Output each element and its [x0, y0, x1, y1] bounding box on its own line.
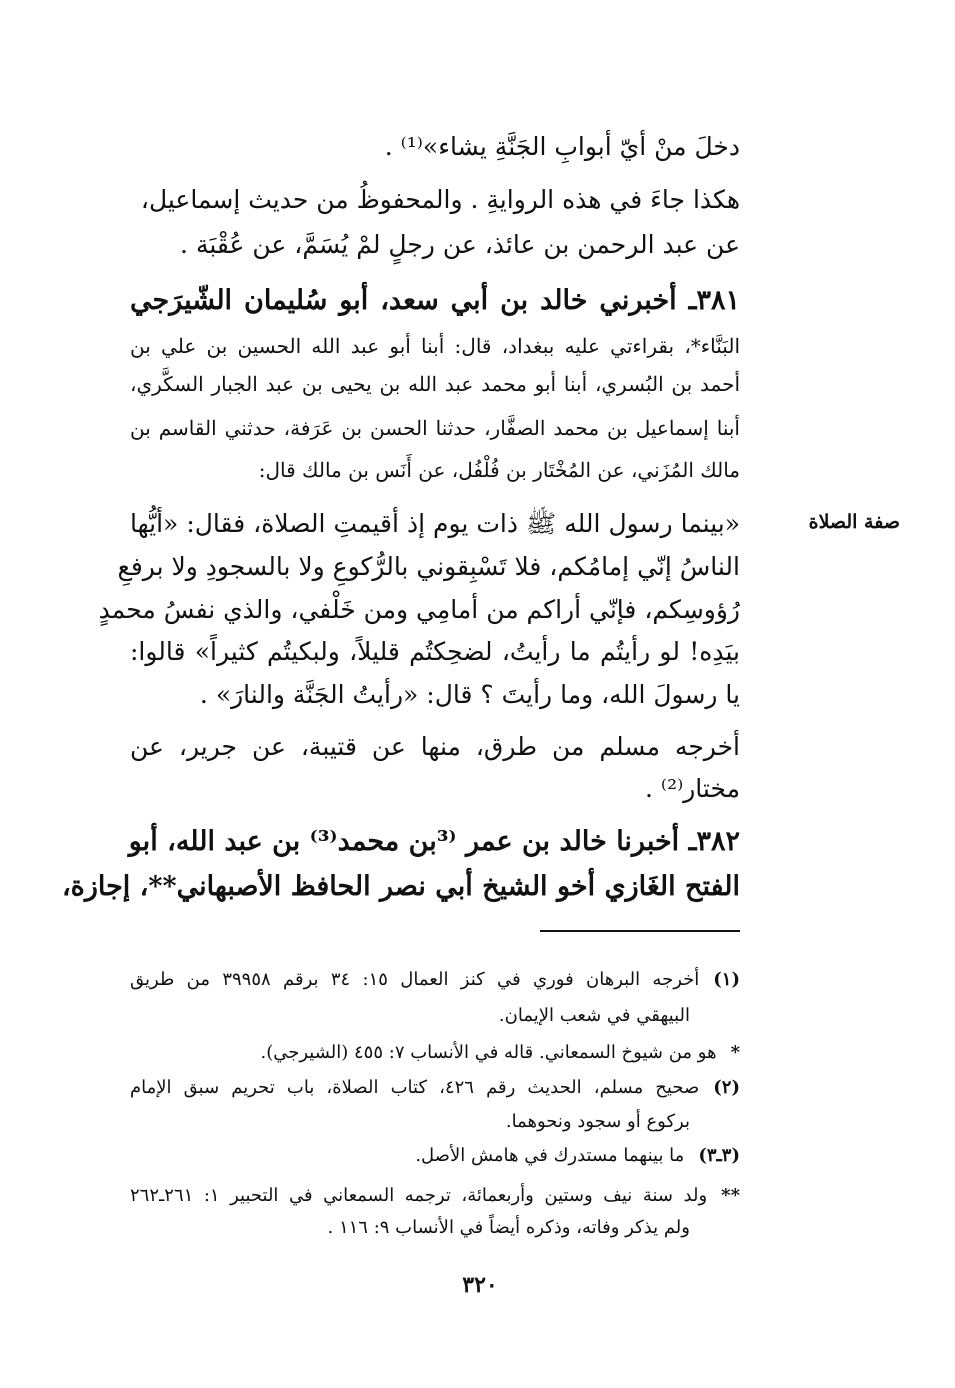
footnote-line [130, 1001, 690, 1031]
text-line-15: مختار⁽²⁾ . [645, 774, 740, 803]
footnote-text: بركوع أو سجود ونحوهما. [505, 1111, 690, 1132]
footnote-text: صحيح مسلم، الحديث رقم ٤٢٦، كتاب الصلاة، باب تحريم سبق الإمام [130, 1077, 700, 1098]
text-line-1: دخلَ منْ أيّ أبوابِ الجَنَّةِ يشاء»⁽¹⁾ . [384, 132, 740, 161]
text-line-12: بيَدِه! لو رأيتُم ما رأيتُ، لضحِكتُم قليلاً، ولبكيتُم كثيراً» قالوا: [130, 637, 740, 666]
footnote-mark: (٢) [713, 1077, 740, 1098]
footnote-line [130, 1073, 740, 1103]
text-line-3: عن عبد الرحمن بن عائذ، عن رجلٍ لمْ يُسَمَّ، عن عُقْبَة . [180, 230, 740, 259]
footnote-line [130, 1181, 740, 1211]
text-line-6: أحمد بن البُسري، أبنا أبو محمد عبد الله بن يحيى بن عبد الجبار السكَّري، [130, 372, 740, 396]
text-line-7: أبنا إسماعيل بن محمد الصفَّار، حدثنا الحسن بن عَرَفة، حدثني القاسم بن [130, 416, 740, 440]
text-line-2: هكذا جاءَ في هذه الروايةِ . والمحفوظُ من حديث إسماعيل، [140, 185, 740, 214]
hadith-382-heading: ٣٨٢ـ أخبرنا خالد بن عمر ⁽³بن محمد⁽³⁾ بن عبد الله، أبو [128, 826, 740, 857]
footnote-text: ولد سنة نيف وستين وأربعمائة، ترجمه السمعاني في التحبير ١: ٢٦١ـ٢٦٢ [130, 1185, 708, 1206]
footnote-text: ما بينهما مستدرك في هامش الأصل. [415, 1145, 685, 1166]
page-number: ٣٢٠ [462, 1272, 498, 1298]
footnote-divider [540, 930, 740, 932]
footnote-text: أخرجه البرهان فوري في كنز العمال ١٥: ٣٤ برقم ٣٩٩٥٨ من طريق [130, 969, 700, 990]
footnote-line [130, 1141, 740, 1171]
text-line-10: الناسُ إنّي إمامُكم، فلا تَسْبِقوني بالرُّكوعِ ولا بالسجودِ ولا برفعِ [117, 552, 740, 581]
footnote-text: ولم يذكر وفاته، وذكره أيضاً في الأنساب ٩: ١١٦ . [327, 1217, 690, 1238]
footnote-mark: (٣ـ٣) [698, 1145, 740, 1166]
footnote-line [130, 1038, 740, 1068]
footnote-mark: ** [721, 1185, 740, 1206]
text-line-9: «بينما رسول الله ﷺ ذات يوم إذ أقيمتِ الصلاة، فقال: «أيُّها [130, 509, 740, 538]
text-line-14: أخرجه مسلم من طرق، منها عن قتيبة، عن جرير، عن [130, 732, 740, 761]
footnote-mark: * [730, 1042, 740, 1063]
footnote-mark: (١) [713, 969, 740, 990]
hadith-381-heading: ٣٨١ـ أخبرني خالد بن أبي سعد، أبو سُليمان الشّيرَجي [130, 285, 740, 316]
text-line-8: مالك المُزَني، عن المُخْتَار بن فُلْفُل، عن أَنَس بن مالك قال: [258, 458, 740, 482]
footnote-line [130, 1107, 690, 1137]
text-line-5: البَنَّاء*، بقراءتي عليه ببغداد، قال: أبنا أبو عبد الله الحسين بن علي بن [130, 334, 740, 358]
text-line-17: الفتح الغَازي أخو الشيخ أبي نصر الحافظ الأصبهاني**، إجازة، [61, 871, 740, 902]
footnote-text: البيهقي في شعب الإيمان. [498, 1005, 690, 1026]
footnote-text: هو من شيوخ السمعاني. قاله في الأنساب ٧: ٤٥٥ (الشيرجي). [260, 1042, 717, 1063]
text-line-11: رُؤوسِكم، فإنّي أراكم من أمامِي ومن خَلْفي، والذي نفسُ محمدٍ [98, 595, 740, 624]
footnote-line [130, 1213, 690, 1243]
text-line-13: يا رسولَ الله، وما رأيتَ ؟ قال: «رأيتُ الجَنَّة والنارَ» . [199, 680, 740, 709]
margin-note: صفة الصلاة [808, 511, 900, 533]
footnote-line [130, 965, 740, 995]
